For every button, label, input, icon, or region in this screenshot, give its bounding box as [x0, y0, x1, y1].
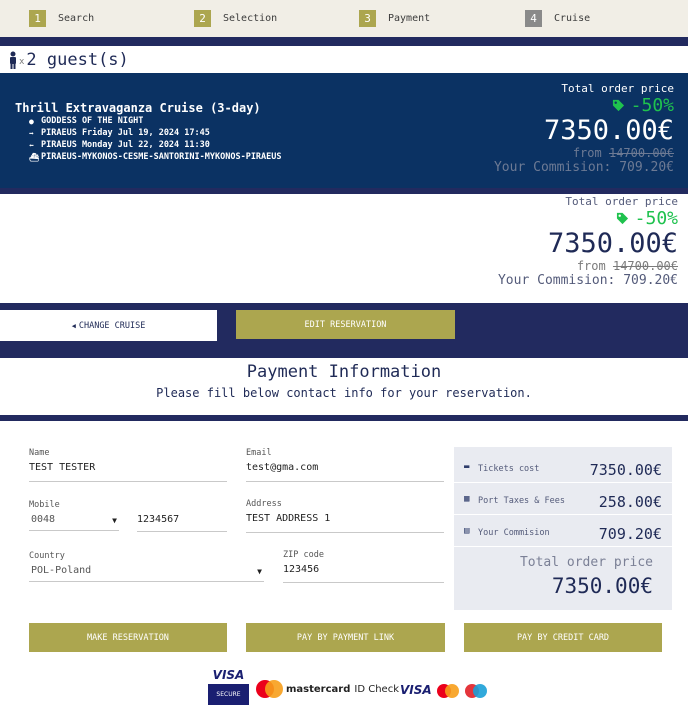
tag-icon — [616, 212, 629, 225]
email-field[interactable] — [246, 458, 444, 482]
idcheck-word: ID Check — [354, 683, 399, 695]
total-price: 7350.00€ — [547, 228, 678, 259]
step-number: 3 — [359, 10, 376, 27]
row-label: Tickets cost — [478, 464, 540, 474]
ship-name: GODDESS OF THE NIGHT — [41, 116, 144, 126]
mobile-number-value: 1234567 — [137, 514, 180, 525]
from-label: from — [572, 146, 602, 160]
arrival-text: PIRAEUS Monday Jul 22, 2024 11:30 — [41, 140, 210, 150]
tickets-cost-row — [454, 452, 672, 483]
progress-steps — [0, 0, 688, 37]
dropdown-arrow-icon: ▼ — [257, 567, 262, 576]
divider-strip — [0, 415, 688, 421]
summary-total-label: Total order price — [519, 555, 653, 570]
visa-secure-logo — [208, 666, 249, 705]
total-label: Total order price — [565, 195, 678, 208]
commission-row — [454, 516, 672, 547]
email-value: test@gma.com — [246, 462, 319, 473]
zip-value: 123456 — [283, 564, 320, 575]
chevron-left-icon: ◀ — [71, 321, 76, 330]
visa-secure-top: VISA — [208, 666, 249, 684]
step-number: 2 — [194, 10, 211, 27]
row-value: 7350.00€ — [589, 461, 662, 479]
zip-field[interactable] — [283, 560, 444, 583]
pay-by-link-button[interactable]: PAY BY PAYMENT LINK — [246, 623, 445, 652]
edit-reservation-button[interactable]: EDIT RESERVATION — [236, 310, 455, 339]
commission: Your Commision: 709.20€ — [497, 273, 678, 288]
mastercard-icon — [256, 680, 283, 698]
discount — [494, 95, 674, 116]
change-cruise-button[interactable] — [0, 310, 217, 341]
step-label: Cruise — [554, 13, 591, 24]
mobile-code-select[interactable] — [29, 510, 119, 531]
row-value: 709.20€ — [598, 525, 662, 543]
country-value: POL-Poland — [31, 565, 92, 576]
calculator-icon: ▦ — [464, 494, 470, 504]
name-label: Name — [29, 448, 50, 458]
guest-multiplier: x — [19, 56, 25, 67]
row-label: Your Commision — [478, 528, 550, 538]
make-reservation-button[interactable]: MAKE RESERVATION — [29, 623, 227, 652]
price-box — [494, 82, 674, 175]
mastercard-idcheck-logo — [256, 680, 399, 698]
mobile-label: Mobile — [29, 500, 60, 510]
route-line — [29, 152, 282, 162]
name-value: TEST TESTER — [29, 462, 96, 473]
arrival-line — [29, 140, 210, 150]
route-icon: ⛴ — [29, 152, 40, 162]
step-cruise[interactable] — [525, 10, 590, 27]
person-icon — [8, 51, 18, 69]
address-field[interactable] — [246, 509, 444, 533]
ship-icon: ● — [29, 116, 34, 126]
step-selection[interactable] — [194, 10, 277, 27]
order-summary — [454, 447, 672, 610]
tag-icon — [612, 99, 625, 112]
pay-by-card-button[interactable]: PAY BY CREDIT CARD — [464, 623, 662, 652]
zip-label: ZIP code — [283, 550, 324, 560]
address-label: Address — [246, 499, 282, 509]
discount-value: -50% — [634, 208, 678, 229]
change-cruise-label: CHANGE CRUISE — [78, 320, 146, 331]
original-price: 14700.00€ — [612, 259, 678, 273]
port-taxes-row — [454, 484, 672, 515]
visa-logo: VISA — [400, 683, 432, 697]
country-select[interactable] — [29, 561, 264, 582]
name-field[interactable] — [29, 458, 227, 482]
guests-bar — [0, 46, 688, 73]
price-box-secondary — [498, 195, 678, 288]
address-value: TEST ADDRESS 1 — [246, 513, 331, 524]
arrow-left-icon: ⬅ — [29, 140, 34, 150]
total-price: 7350.00€ — [543, 115, 674, 146]
cruise-summary-panel — [0, 73, 688, 188]
mobile-number-field[interactable] — [137, 510, 227, 532]
step-number: 1 — [29, 10, 46, 27]
cruise-title: Thrill Extravaganza Cruise (3-day) — [15, 101, 261, 115]
mastercard-small-icon — [437, 684, 459, 698]
step-label: Search — [58, 13, 95, 24]
discount — [498, 208, 678, 229]
ship-line — [29, 116, 143, 126]
original-price: 14700.00€ — [608, 146, 674, 160]
money-icon: ▤ — [464, 526, 470, 536]
divider-strip — [0, 37, 688, 46]
commission: Your Commision: 709.20€ — [493, 160, 674, 175]
step-label: Selection — [223, 13, 278, 24]
divider-strip — [0, 188, 688, 194]
email-label: Email — [246, 448, 272, 458]
arrow-right-icon: ➡ — [29, 128, 34, 138]
guest-count: 2 guest(s) — [26, 49, 129, 70]
country-label: Country — [29, 551, 65, 561]
discount-value: -50% — [630, 95, 674, 116]
mastercard-word: mastercard — [286, 683, 351, 695]
row-label: Port Taxes & Fees — [478, 496, 565, 506]
summary-total-value: 7350.00€ — [551, 574, 653, 598]
dropdown-arrow-icon: ▼ — [112, 516, 117, 525]
step-search[interactable] — [29, 10, 94, 27]
original-price-line — [498, 259, 678, 273]
visa-secure-bottom: SECURE — [208, 684, 249, 705]
route-text: PIRAEUS-MYKONOS-CESME-SANTORINI-MYKONOS-PIRAEUS — [41, 152, 282, 162]
departure-line — [29, 128, 210, 138]
row-value: 258.00€ — [598, 493, 662, 511]
wallet-icon: ▬ — [464, 462, 470, 472]
page-subtitle: Please fill below contact info for your reservation. — [156, 386, 532, 400]
page-title: Payment Information — [246, 362, 442, 382]
original-price-line — [494, 146, 674, 160]
total-label: Total order price — [561, 82, 674, 95]
departure-text: PIRAEUS Friday Jul 19, 2024 17:45 — [41, 128, 210, 138]
step-payment[interactable] — [359, 10, 430, 27]
maestro-icon — [465, 684, 487, 698]
step-label: Payment — [388, 13, 431, 24]
step-number: 4 — [525, 10, 542, 27]
from-label: from — [576, 259, 606, 273]
mobile-code-value: 0048 — [31, 514, 56, 525]
